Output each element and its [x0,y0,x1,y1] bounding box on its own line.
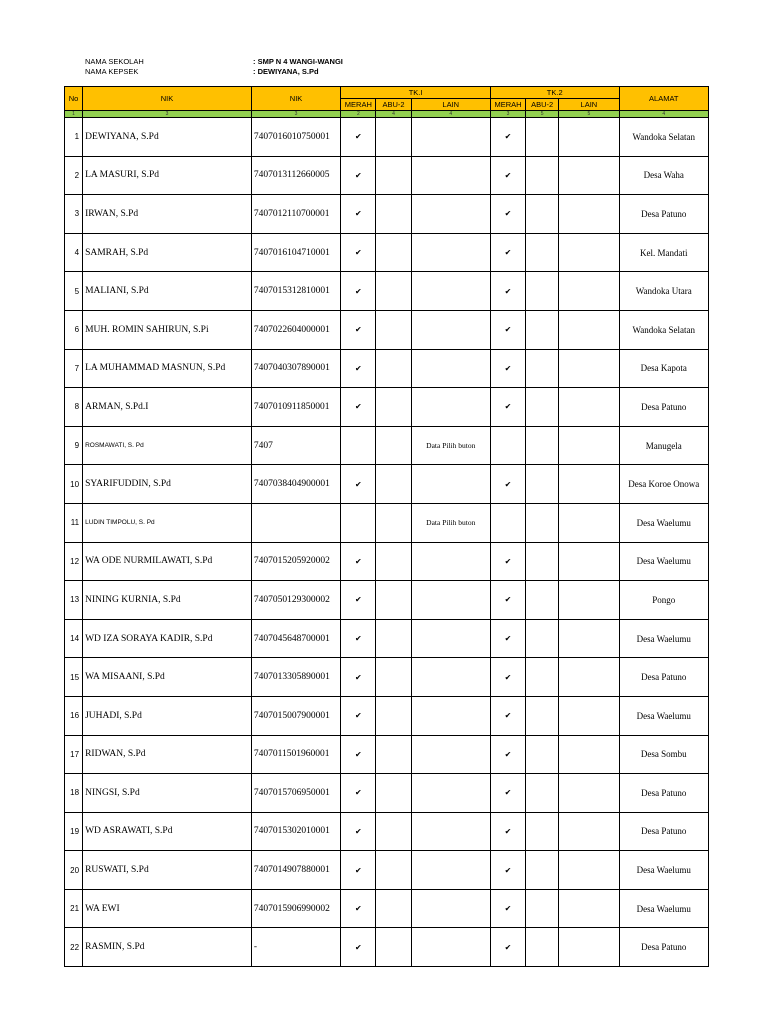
table-row [65,812,709,851]
address-value: Desa Patuno [619,388,708,427]
address-value: Wandoka Selatan [619,310,708,349]
tk2-lain-cell [559,233,619,272]
tk1-merah-check-icon: ✔ [341,156,376,195]
tk1-lain-cell [411,812,490,851]
tk1-abu2-cell [376,272,411,311]
row-number: 5 [65,272,83,311]
tk1-lain-cell [411,349,490,388]
nik-value: 7407050129300002 [251,581,340,620]
tk2-abu2-cell [526,156,559,195]
tk1-abu2-cell [376,928,411,967]
tk2-abu2-cell [526,272,559,311]
nik-value: 7407015906990002 [251,889,340,928]
tk1-abu2-cell [376,735,411,774]
tk2-merah-check-icon: ✔ [490,310,525,349]
address-value: Desa Waelumu [619,503,708,542]
teacher-name: RUSWATI, S.Pd [83,851,252,890]
tk1-merah-check-icon: ✔ [341,735,376,774]
address-value: Desa Sombu [619,735,708,774]
row-number: 13 [65,581,83,620]
nik-value: 7407038404900001 [251,465,340,504]
index-cell: 4 [619,111,708,118]
teacher-name: SAMRAH, S.Pd [83,233,252,272]
tk1-merah-check-icon: ✔ [341,272,376,311]
tk2-lain-cell [559,774,619,813]
table-row [65,310,709,349]
row-number: 1 [65,118,83,157]
table-row [65,118,709,157]
index-cell: 4 [411,111,490,118]
tk1-lain-cell [411,851,490,890]
teacher-name: WD ASRAWATI, S.Pd [83,812,252,851]
tk2-merah-check-icon [490,503,525,542]
tk1-abu2-cell [376,658,411,697]
header-nik: NIK [251,87,340,111]
tk2-abu2-cell [526,195,559,234]
table-row [65,735,709,774]
address-value: Desa Waelumu [619,696,708,735]
teacher-name: RIDWAN, S.Pd [83,735,252,774]
row-number: 19 [65,812,83,851]
header-tk2-lain: LAIN [559,99,619,111]
tk1-abu2-cell [376,426,411,465]
tk2-abu2-cell [526,889,559,928]
tk2-lain-cell [559,735,619,774]
row-number: 18 [65,774,83,813]
tk2-merah-check-icon: ✔ [490,118,525,157]
tk1-merah-check-icon: ✔ [341,928,376,967]
table-row [65,272,709,311]
tk1-lain-cell: Data Pilih buton [411,426,490,465]
tk1-merah-check-icon: ✔ [341,812,376,851]
tk2-abu2-cell [526,349,559,388]
address-value: Wandoka Utara [619,272,708,311]
table-row [65,542,709,581]
address-value: Desa Waha [619,156,708,195]
nik-value: 7407014907880001 [251,851,340,890]
tk1-abu2-cell [376,503,411,542]
tk2-merah-check-icon: ✔ [490,619,525,658]
address-value: Desa Waelumu [619,889,708,928]
tk1-lain-cell [411,542,490,581]
tk2-lain-cell [559,581,619,620]
nik-value: 7407015706950001 [251,774,340,813]
head-value: : DEWIYANA, S.Pd [253,67,319,76]
tk2-lain-cell [559,426,619,465]
tk2-lain-cell [559,889,619,928]
header-no: No [65,87,83,111]
address-value: Desa Waelumu [619,619,708,658]
nik-value: 7407022604000001 [251,310,340,349]
tk1-merah-check-icon: ✔ [341,310,376,349]
tk1-merah-check-icon: ✔ [341,349,376,388]
tk2-abu2-cell [526,851,559,890]
row-number: 4 [65,233,83,272]
tk2-abu2-cell [526,118,559,157]
tk1-merah-check-icon: ✔ [341,233,376,272]
tk2-abu2-cell [526,388,559,427]
tk1-merah-check-icon: ✔ [341,851,376,890]
tk2-abu2-cell [526,658,559,697]
tk2-merah-check-icon: ✔ [490,774,525,813]
tk2-lain-cell [559,851,619,890]
tk2-lain-cell [559,272,619,311]
table-row [65,349,709,388]
head-label: NAMA KEPSEK [85,67,139,76]
tk2-merah-check-icon: ✔ [490,889,525,928]
header-row [65,87,709,99]
teacher-name: NINGSI, S.Pd [83,774,252,813]
tk1-merah-check-icon: ✔ [341,774,376,813]
table-row [65,696,709,735]
header-tk1-lain: LAIN [411,99,490,111]
tk1-lain-cell [411,156,490,195]
tk1-lain-cell [411,388,490,427]
tk1-merah-check-icon: ✔ [341,118,376,157]
tk2-abu2-cell [526,774,559,813]
tk1-lain-cell [411,889,490,928]
table-row [65,195,709,234]
table-row [65,581,709,620]
index-row [65,111,709,118]
tk2-lain-cell [559,156,619,195]
row-number: 12 [65,542,83,581]
tk2-merah-check-icon: ✔ [490,233,525,272]
tk2-lain-cell [559,658,619,697]
index-cell: 3 [83,111,252,118]
nik-value: 7407013305890001 [251,658,340,697]
tk1-lain-cell [411,696,490,735]
nik-value: - [251,928,340,967]
tk2-abu2-cell [526,426,559,465]
row-number: 2 [65,156,83,195]
index-cell: 5 [526,111,559,118]
tk1-abu2-cell [376,349,411,388]
tk1-abu2-cell [376,388,411,427]
tk1-abu2-cell [376,581,411,620]
nik-value: 7407045648700001 [251,619,340,658]
header-tk2: TK.2 [490,87,619,99]
nik-value: 7407 [251,426,340,465]
tk2-abu2-cell [526,233,559,272]
header-name: NIK [83,87,252,111]
tk1-lain-cell [411,310,490,349]
tk2-lain-cell [559,503,619,542]
tk2-merah-check-icon: ✔ [490,272,525,311]
header-tk2-merah: MERAH [490,99,525,111]
index-cell: 5 [559,111,619,118]
nik-value: 7407012110700001 [251,195,340,234]
tk2-lain-cell [559,812,619,851]
tk2-lain-cell [559,388,619,427]
tk2-lain-cell [559,349,619,388]
table-row [65,658,709,697]
tk1-merah-check-icon: ✔ [341,696,376,735]
tk2-abu2-cell [526,619,559,658]
row-number: 10 [65,465,83,504]
tk1-abu2-cell [376,619,411,658]
nik-value: 7407015205920002 [251,542,340,581]
table-row [65,426,709,465]
tk2-merah-check-icon: ✔ [490,581,525,620]
tk2-merah-check-icon: ✔ [490,349,525,388]
tk2-abu2-cell [526,310,559,349]
teacher-name: IRWAN, S.Pd [83,195,252,234]
tk1-abu2-cell [376,812,411,851]
row-number: 16 [65,696,83,735]
teacher-name: LUDIN TIMPOLU, S. Pd [83,503,252,542]
teacher-name: MALIANI, S.Pd [83,272,252,311]
index-cell: 3 [490,111,525,118]
teacher-name: WD IZA SORAYA KADIR, S.Pd [83,619,252,658]
tk1-merah-check-icon [341,426,376,465]
index-cell: 3 [251,111,340,118]
row-number: 7 [65,349,83,388]
tk1-lain-cell [411,195,490,234]
school-label: NAMA SEKOLAH [85,57,144,66]
table-row [65,889,709,928]
tk2-abu2-cell [526,503,559,542]
teacher-name: WA EWI [83,889,252,928]
address-value: Kel. Mandati [619,233,708,272]
teacher-name: ARMAN, S.Pd.I [83,388,252,427]
address-value: Desa Patuno [619,195,708,234]
tk1-lain-cell [411,619,490,658]
address-value: Desa Patuno [619,928,708,967]
nik-value: 7407016104710001 [251,233,340,272]
tk1-abu2-cell [376,465,411,504]
table-row [65,851,709,890]
table-row [65,156,709,195]
nik-value: 7407010911850001 [251,388,340,427]
teacher-name: JUHADI, S.Pd [83,696,252,735]
address-value: Desa Patuno [619,812,708,851]
tk2-abu2-cell [526,696,559,735]
tk1-lain-cell [411,581,490,620]
table-row [65,774,709,813]
tk1-abu2-cell [376,156,411,195]
tk1-merah-check-icon: ✔ [341,465,376,504]
teacher-name: LA MUHAMMAD MASNUN, S.Pd [83,349,252,388]
address-value: Wandoka Selatan [619,118,708,157]
teacher-name: NINING KURNIA, S.Pd [83,581,252,620]
tk2-merah-check-icon: ✔ [490,195,525,234]
tk2-abu2-cell [526,542,559,581]
table-row [65,233,709,272]
teacher-name: WA ODE NURMILAWATI, S.Pd [83,542,252,581]
nik-value [251,503,340,542]
nik-value: 7407013112660005 [251,156,340,195]
tk1-lain-cell [411,272,490,311]
header-tk1-merah: MERAH [341,99,376,111]
address-value: Manugela [619,426,708,465]
tk2-lain-cell [559,465,619,504]
address-value: Desa Kapota [619,349,708,388]
tk1-lain-cell [411,118,490,157]
teacher-name: ROSMAWATI, S. Pd [83,426,252,465]
tk2-abu2-cell [526,465,559,504]
nik-value: 7407016010750001 [251,118,340,157]
tk2-abu2-cell [526,735,559,774]
address-value: Desa Patuno [619,774,708,813]
index-cell: 2 [341,111,376,118]
tk1-abu2-cell [376,118,411,157]
teacher-name: RASMIN, S.Pd [83,928,252,967]
teacher-name: LA MASURI, S.Pd [83,156,252,195]
tk2-merah-check-icon [490,426,525,465]
index-cell: 1 [65,111,83,118]
row-number: 9 [65,426,83,465]
tk2-lain-cell [559,310,619,349]
nik-value: 7407015302010001 [251,812,340,851]
school-value: : SMP N 4 WANGI-WANGI [253,57,343,66]
tk1-merah-check-icon [341,503,376,542]
table-row [65,465,709,504]
tk1-abu2-cell [376,542,411,581]
tk1-lain-cell [411,465,490,504]
tk2-abu2-cell [526,812,559,851]
tk1-abu2-cell [376,851,411,890]
row-number: 11 [65,503,83,542]
row-number: 22 [65,928,83,967]
nik-value: 7407011501960001 [251,735,340,774]
teacher-name: WA MISAANI, S.Pd [83,658,252,697]
index-cell: 4 [376,111,411,118]
tk1-lain-cell [411,658,490,697]
teacher-name: DEWIYANA, S.Pd [83,118,252,157]
teacher-table [64,86,709,967]
row-number: 20 [65,851,83,890]
tk1-abu2-cell [376,195,411,234]
tk1-abu2-cell [376,696,411,735]
teacher-name: SYARIFUDDIN, S.Pd [83,465,252,504]
tk1-merah-check-icon: ✔ [341,889,376,928]
address-value: Pongo [619,581,708,620]
tk2-merah-check-icon: ✔ [490,156,525,195]
nik-value: 7407015007900001 [251,696,340,735]
tk1-abu2-cell [376,310,411,349]
tk1-lain-cell: Data Pilih buton [411,503,490,542]
table-row [65,503,709,542]
row-number: 21 [65,889,83,928]
tk1-merah-check-icon: ✔ [341,619,376,658]
tk1-abu2-cell [376,889,411,928]
header-tk1: TK.I [341,87,491,99]
tk2-merah-check-icon: ✔ [490,465,525,504]
tk2-merah-check-icon: ✔ [490,812,525,851]
tk1-abu2-cell [376,774,411,813]
tk1-merah-check-icon: ✔ [341,658,376,697]
tk2-merah-check-icon: ✔ [490,735,525,774]
tk2-lain-cell [559,619,619,658]
tk2-merah-check-icon: ✔ [490,658,525,697]
tk2-merah-check-icon: ✔ [490,388,525,427]
table-body [65,118,709,967]
address-value: Desa Waelumu [619,851,708,890]
teacher-name: MUH. ROMIN SAHIRUN, S.Pi [83,310,252,349]
row-number: 8 [65,388,83,427]
header-tk1-abu2: ABU-2 [376,99,411,111]
table-row [65,388,709,427]
tk2-merah-check-icon: ✔ [490,928,525,967]
tk2-abu2-cell [526,928,559,967]
tk1-merah-check-icon: ✔ [341,195,376,234]
address-value: Desa Patuno [619,658,708,697]
nik-value: 7407040307890001 [251,349,340,388]
tk2-abu2-cell [526,581,559,620]
row-number: 14 [65,619,83,658]
tk1-lain-cell [411,928,490,967]
tk2-merah-check-icon: ✔ [490,851,525,890]
tk1-lain-cell [411,233,490,272]
tk2-lain-cell [559,195,619,234]
tk1-merah-check-icon: ✔ [341,542,376,581]
tk2-merah-check-icon: ✔ [490,696,525,735]
row-number: 3 [65,195,83,234]
tk1-abu2-cell [376,233,411,272]
row-number: 15 [65,658,83,697]
tk2-lain-cell [559,696,619,735]
header-tk2-abu2: ABU-2 [526,99,559,111]
address-value: Desa Koroe Onowa [619,465,708,504]
row-number: 6 [65,310,83,349]
tk1-merah-check-icon: ✔ [341,581,376,620]
tk1-lain-cell [411,735,490,774]
document-meta [85,57,385,79]
tk2-merah-check-icon: ✔ [490,542,525,581]
tk2-lain-cell [559,118,619,157]
tk2-lain-cell [559,542,619,581]
row-number: 17 [65,735,83,774]
nik-value: 7407015312810001 [251,272,340,311]
header-alamat: ALAMAT [619,87,708,111]
table-row [65,928,709,967]
address-value: Desa Waelumu [619,542,708,581]
tk1-merah-check-icon: ✔ [341,388,376,427]
tk1-lain-cell [411,774,490,813]
table-row [65,619,709,658]
tk2-lain-cell [559,928,619,967]
